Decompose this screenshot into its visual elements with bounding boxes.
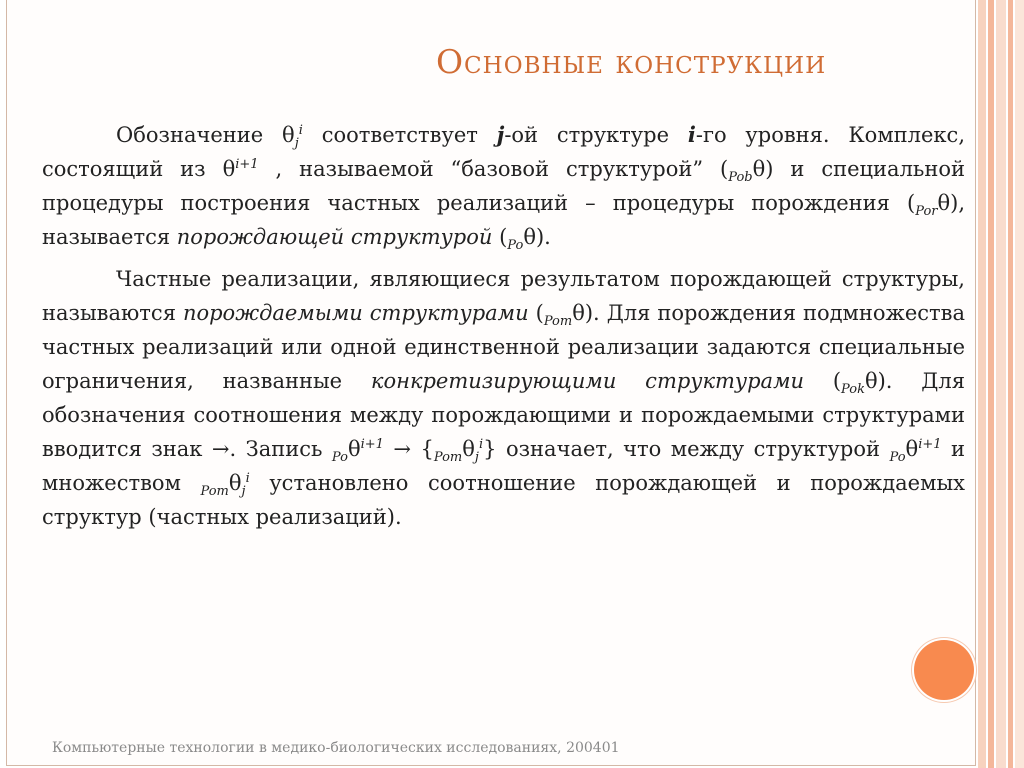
subscript: Pob	[728, 170, 753, 186]
superscript: i+1	[360, 437, 384, 452]
italic-term: порождающей структурой	[176, 225, 493, 249]
decorative-circle	[914, 640, 974, 700]
subscript: Po	[507, 238, 524, 254]
text-run: (	[804, 369, 842, 393]
decorative-stripe	[988, 0, 994, 768]
text-run: θ), называется	[42, 191, 965, 249]
superscript: i	[245, 471, 250, 486]
subscript: j	[474, 450, 479, 466]
subscript: Pom	[200, 484, 229, 500]
text-run: θ	[905, 437, 919, 461]
text-run: (	[528, 301, 544, 325]
text-run: → {	[383, 437, 434, 461]
text-run: θ). Для порождения подмножества частных реализаций или одной единственной реализации задаются специальные ограничения, названные	[42, 301, 966, 393]
subscript: Por	[915, 204, 938, 220]
superscript: i+1	[235, 157, 259, 172]
text-run: , называемой “базовой структурой” (	[258, 157, 729, 181]
italic-term: порождаемыми структурами	[182, 301, 529, 325]
text-run: θ	[462, 437, 475, 461]
text-run: } означает, что между структурой	[483, 437, 890, 461]
text-run: θ). Для обозначения соотношения между порождающими и порождаемыми структурами вводится знак →. Запись	[42, 369, 965, 461]
text-run: θ	[347, 437, 361, 461]
bold-italic-run: i	[687, 122, 696, 147]
decorative-stripe	[996, 0, 1006, 768]
superscript: i+1	[918, 437, 942, 452]
text-run: -го уровня. Комплекс, состоящий из θ	[42, 123, 965, 181]
subscript: Pom	[543, 314, 573, 330]
slide-body	[42, 118, 965, 542]
slide-footer: Компьютерные технологии в медико-биологических исследованиях, 200401	[52, 740, 620, 756]
subscript: j	[241, 484, 246, 500]
superscript: i	[298, 123, 303, 138]
text-run: Обозначение θ	[116, 123, 295, 147]
decorative-stripe	[978, 0, 986, 768]
text-run: -ой структуре	[504, 123, 688, 147]
subscript: j	[294, 136, 299, 152]
subscript: Pok	[841, 382, 865, 398]
subscript: Po	[889, 450, 906, 466]
subscript: Pom	[433, 450, 463, 466]
text-run: θ	[228, 471, 242, 495]
text-run: θ) и специальной процедуры построения частных реализаций – процедуры порождения (	[42, 157, 965, 215]
superscript: i	[478, 437, 484, 452]
text-run: установлено соотношение порождающей и порождаемых структур (частных реализаций).	[42, 471, 966, 529]
text-run: θ).	[523, 225, 551, 249]
italic-term: конкретизирующими структурами	[370, 369, 805, 393]
text-run: Частные реализации, являющиеся результатом порождающей структуры, называются	[42, 267, 965, 325]
subscript: Po	[331, 450, 348, 466]
text-run: соответствует	[302, 123, 497, 147]
paragraph-definition	[42, 118, 965, 254]
decorative-stripe	[1008, 0, 1013, 768]
bold-italic-run: j	[496, 122, 505, 147]
paragraph-realizations	[42, 262, 965, 534]
text-run: (	[492, 225, 508, 249]
decorative-stripe	[1015, 0, 1024, 768]
text-run: и множеством	[42, 437, 965, 495]
slide-title: Основные конструкции	[436, 42, 827, 81]
